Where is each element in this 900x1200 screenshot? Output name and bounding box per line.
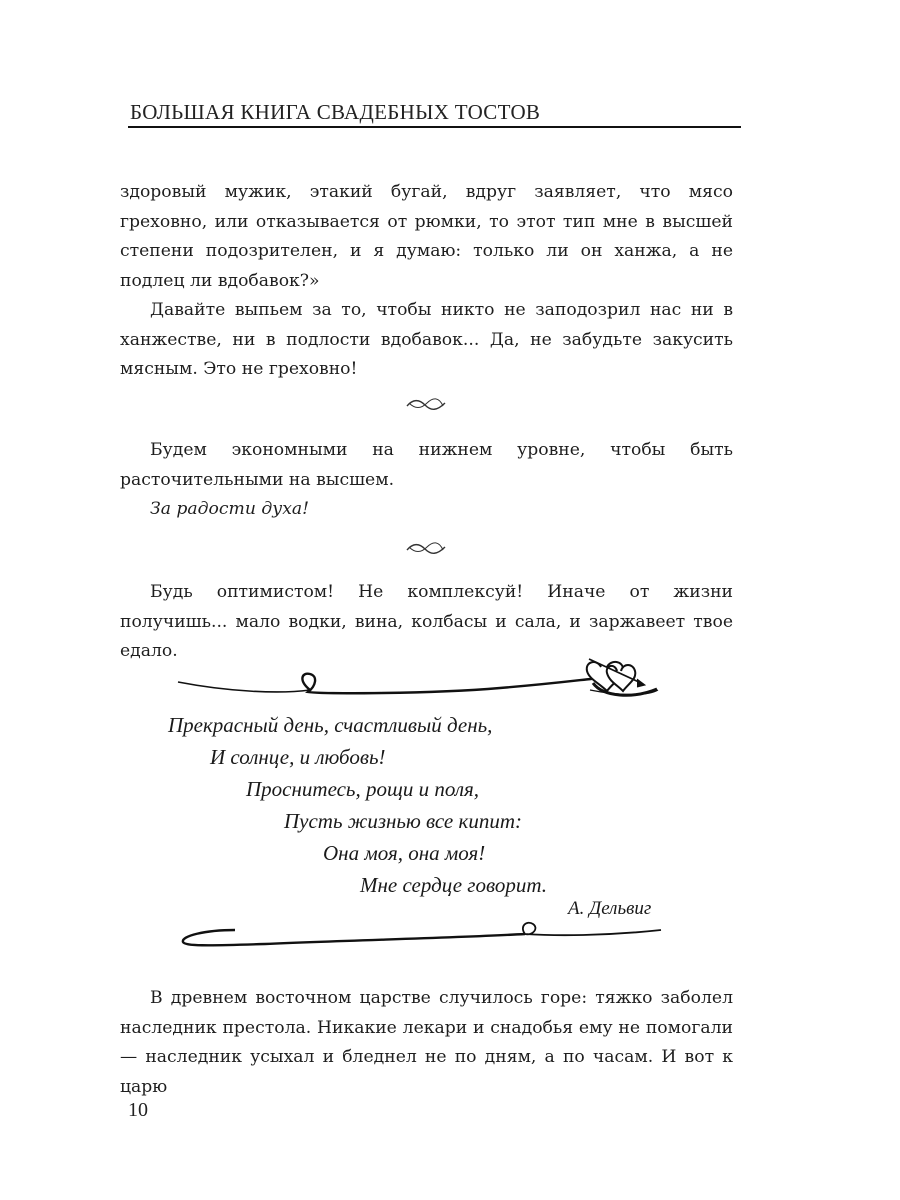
text-block-4 (120, 984, 733, 1102)
swash-divider-icon (405, 541, 447, 557)
swash-divider-icon (405, 397, 447, 413)
paragraph-toast-3: Будь оптимистом! Не комплексуй! Иначе от жизни получишь... мало водки, вина, колбасы и сала, и заржавеет твое едало. (120, 582, 733, 661)
two-hearts-arrow-icon (583, 653, 663, 703)
poem-line: Прекрасный день, счастливый день, (168, 713, 493, 737)
poem-line: Она моя, она моя! (323, 841, 486, 865)
paragraph-toast-2: Будем экономными на нижнем уровне, чтобы быть расточительными на высшем. (120, 440, 733, 490)
toast-line: За радости духа! (150, 499, 310, 519)
poem-line: Мне сердце говорит. (360, 873, 547, 897)
running-title: БОЛЬШАЯ КНИГА СВАДЕБНЫХ ТОСТОВ (130, 100, 541, 124)
page-number: 10 (128, 1099, 148, 1121)
text-block-2 (120, 436, 733, 525)
poem-line: Проснитесь, рощи и поля, (246, 777, 479, 801)
poem-line: И солнце, и любовь! (210, 745, 386, 769)
paragraph-toast-1: Давайте выпьем за то, чтобы никто не заподозрил нас ни в ханжестве, ни в подлости вдобавок... Да, не забудьте закусить мясным. Это не греховно! (120, 300, 733, 379)
poem-line: Пусть жизнью все кипит: (284, 809, 522, 833)
poem-author: А. Дельвиг (568, 898, 652, 919)
paragraph-story: В древнем восточном царстве случилось горе: тяжко заболел наследник престола. Никакие лекари и снадобья ему не помогали — наследник усыхал и бледнел не по дням, а по часам. И вот к царю (120, 988, 733, 1097)
paragraph-continuation: здоровый мужик, этакий бугай, вдруг заявляет, что мясо греховно, или отказывается от рюмки, то этот тип мне в высшей степени подозрителен, и я думаю: только ли он ханжа, а не подлец ли вдобавок?» (120, 182, 733, 291)
poem-bottom-flourish (175, 916, 665, 956)
